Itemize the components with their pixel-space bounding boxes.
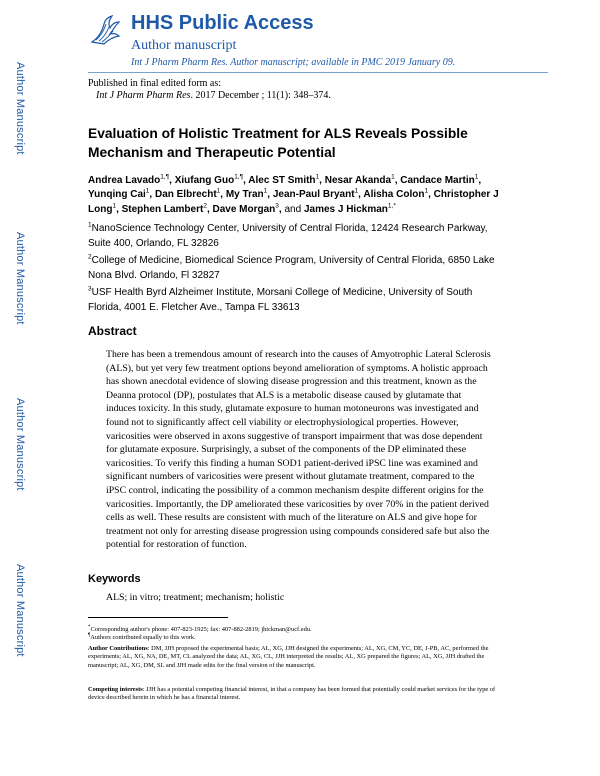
author-name: Andrea Lavado [88,175,161,186]
abstract-body: There has been a tremendous amount of research into the causes of Amyotrophic Lateral Sclerosis (ALS), but yet very few treatment options beyond amelioration of symptoms. A holistic approach has shown anecdotal evidence of slowing disease progression and this treatment, known as the Deanna protocol (DP), postulates that ALS is a metabolic disease caused by glutamate that induces toxicity. In this study, glutamate exposure to human motoneurons was investigated and found not to significantly affect cell viability or electrophysiological properties. However, varicosities were observed in axons suggestive of transport impairment that was dose dependent for glutamate exposure. Surprisingly, a subset of the components of the DP eliminated these varicosities. To verify this finding a human SOD1 patient-derived iPSC line was examined and significant numbers of varicosities were present without glutamate treatment, compared to the iPSC control, indicating the possibility of a common mechanism despite different origins for the varicosities. Importantly, the DP ameliorated these varicosities by over 70% in the patient derived cells as well. These results are consistent with much of the literature on ALS and give hope for treatment not only for arresting disease progression using compounds considered safe but also the potential for restoration of function. [106,349,491,551]
journal-availability-line: Int J Pharm Pharm Res. Author manuscript; available in PMC 2019 January 09. [131,57,456,68]
keywords-list: ALS; in vitro; treatment; mechanism; holistic [106,592,285,603]
affiliation-2: $^2$College of Medicine, Biomedical Science Program, University of Central Florida, 6850 Lake Nona Blvd. Orlando, Fl 32827 [88,253,495,281]
author-name: My Tran [225,189,264,201]
side-label-4: Author Manuscript [14,564,26,657]
author-list: Andrea Lavado$^{1,\P}$, Xiufang Guo$^{1,\P}$, Alec ST Smith$^1$, Nesar Akanda$^1$, Candace Martin$^1$, Yunqing Cai$^1$, Dan Elbrecht$^1$, My Tran$^1$, Jean-Paul Bryant$^1$, Alisha Colon$^1$, Christopher J Long$^1$, Stephen Lambert$^2$, Dave Morgan$^3$, and James J Hickman$^{1,*}$ [88,173,499,215]
author-name: Alisha Colon [363,189,425,201]
author-name: Dave Morgan [212,203,276,215]
affiliation-1: $^1$NanoScience Technology Center, University of Central Florida, 12424 Research Parkway, Suite 400, Orlando, FL 32826 [88,221,488,249]
footnote-author-contributions: Author Contributions: DM, JJH proposed the experimental basis; AL, XG, JJH designed the experiments; AL, XG, CM, YC, DE, J-PB, AC, performed the experiments; AL, XG, NA, DE, MT, CL analyzed the data; AL, XG, CL, JJH interpreted the results; AL, XG prepared the figures; AL, XG, JJH drafted the manuscript; AL, XG, DM, SL and JJH made edits for the final version of the manuscript. [88,645,489,669]
hhs-eagle-logo-icon [88,12,122,48]
side-label-1: Author Manuscript [14,62,26,155]
footnote-competing-interests: Competing interests: JJH has a potential competing financial interest, in that a company has been formed that potentially could market services for the type of device described herein in which he has a financial interest. [88,686,496,702]
footnote-equal-contribution: ¶Authors contributed equally to this work. [88,632,196,641]
author-name: Nesar Akanda [324,175,392,186]
author-name: Xiufang Guo [174,175,235,186]
author-name: Stephen Lambert [121,203,204,215]
author-name: Alec ST Smith [248,175,316,186]
footnote-divider [88,617,228,618]
author-name: Candace Martin [400,175,475,186]
publication-citation: Int J Pharm Pharm Res. 2017 December ; 11(1): 348–374. [96,90,331,101]
author-manuscript-subtitle: Author manuscript [131,38,237,53]
author-name: Christopher J Long [88,189,499,215]
keywords-heading: Keywords [88,573,141,585]
side-label-2: Author Manuscript [14,232,26,325]
published-label: Published in final edited form as: [88,78,222,89]
article-title: Evaluation of Holistic Treatment for ALS Reveals Possible Mechanism and Therapeutic Potential [88,126,468,160]
header-divider [88,72,548,73]
hhs-public-access-title: HHS Public Access [131,12,314,34]
abstract-heading: Abstract [88,324,137,338]
author-name: Jean-Paul Bryant [272,189,355,201]
author-name: Dan Elbrecht [154,189,217,201]
author-name: Yunqing Cai [88,189,146,201]
side-label-3: Author Manuscript [14,398,26,491]
affiliation-3: $^3$USF Health Byrd Alzheimer Institute, Morsani College of Medicine, University of South Florida, 4001 E. Fletcher Ave., Tampa FL 33613 [88,285,473,313]
author-name: James J Hickman [303,203,388,215]
footnote-corresponding: *Corresponding author's phone: 407-823-1925; fax: 407-882-2819; jhickman@ucf.edu. [88,624,312,633]
